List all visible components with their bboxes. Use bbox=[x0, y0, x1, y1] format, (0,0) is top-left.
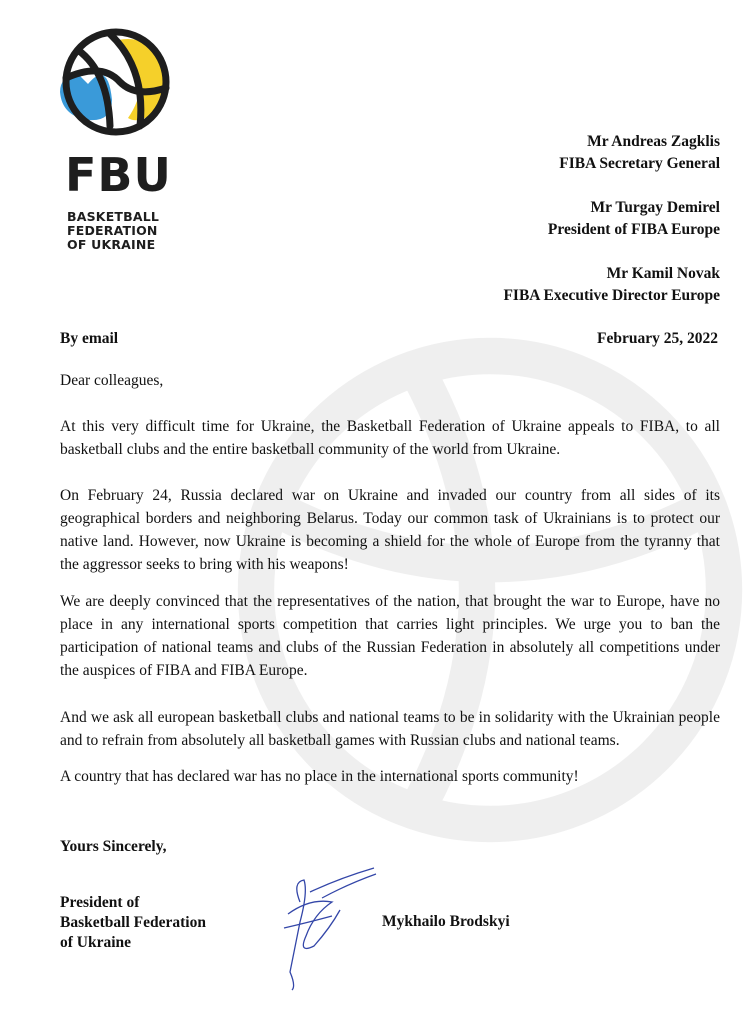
closing: Yours Sincerely, bbox=[60, 838, 167, 855]
logo-name bbox=[67, 210, 159, 252]
body-paragraph: A country that has declared war has no place in the international sports community! bbox=[60, 768, 579, 785]
recipient-title: President of FIBA Europe bbox=[547, 221, 720, 238]
body-paragraph: And we ask all european basketball clubs and national teams to be in solidarity with the Ukrainian people and to refrain from absolutely all basketball games with Russian clubs and national teams. bbox=[60, 709, 720, 749]
logo-name-line: BASKETBALL bbox=[67, 209, 160, 224]
recipient-block bbox=[548, 197, 720, 241]
recipient-block bbox=[559, 131, 720, 175]
recipient-title: FIBA Secretary General bbox=[559, 155, 720, 172]
logo-name-line: FEDERATION bbox=[67, 223, 158, 238]
recipient-name: Mr Turgay Demirel bbox=[590, 199, 720, 216]
recipient-name: Mr Andreas Zagklis bbox=[587, 133, 720, 150]
recipient-title: FIBA Executive Director Europe bbox=[503, 287, 720, 304]
fbu-logo bbox=[50, 22, 178, 262]
signatory-title-line: Basketball Federation bbox=[60, 914, 206, 931]
signatory-title-line: President of bbox=[60, 894, 140, 911]
recipient-name: Mr Kamil Novak bbox=[606, 265, 720, 282]
logo-name-line: OF UKRAINE bbox=[67, 237, 156, 252]
recipient-block bbox=[503, 263, 720, 307]
signatory-name: Mykhailo Brodskyi bbox=[382, 913, 510, 930]
body-paragraph: We are deeply convinced that the representatives of the nation, that brought the war to Europe, have no place in any international sports competition that carries light principles. We urge you to ban the participation of national teams and clubs of the Russian Federation in absolutely all competitions under the auspices of FIBA and FIBA Europe. bbox=[60, 593, 720, 679]
delivery-method: By email bbox=[60, 330, 119, 347]
signatory-title bbox=[60, 893, 206, 953]
body-paragraph: On February 24, Russia declared war on Ukraine and invaded our country from all sides of its geographical borders and neighboring Belarus. Today our common task of Ukrainians is to protect our native land. However, now Ukraine is becoming a shield for the whole of Europe from the tyranny that the aggressor seeks to bring with his weapons! bbox=[60, 487, 720, 573]
letter-date: February 25, 2022 bbox=[597, 330, 718, 347]
handwritten-signature bbox=[270, 862, 390, 992]
signatory-title-line: of Ukraine bbox=[60, 934, 132, 951]
logo-abbr: FBU bbox=[65, 148, 172, 202]
body-paragraph: At this very difficult time for Ukraine, the Basketball Federation of Ukraine appeals to FIBA, to all basketball clubs and the entire basketball community of the world from Ukraine. bbox=[60, 418, 720, 458]
salutation: Dear colleagues, bbox=[60, 372, 164, 389]
basketball-logo-icon bbox=[50, 22, 178, 137]
